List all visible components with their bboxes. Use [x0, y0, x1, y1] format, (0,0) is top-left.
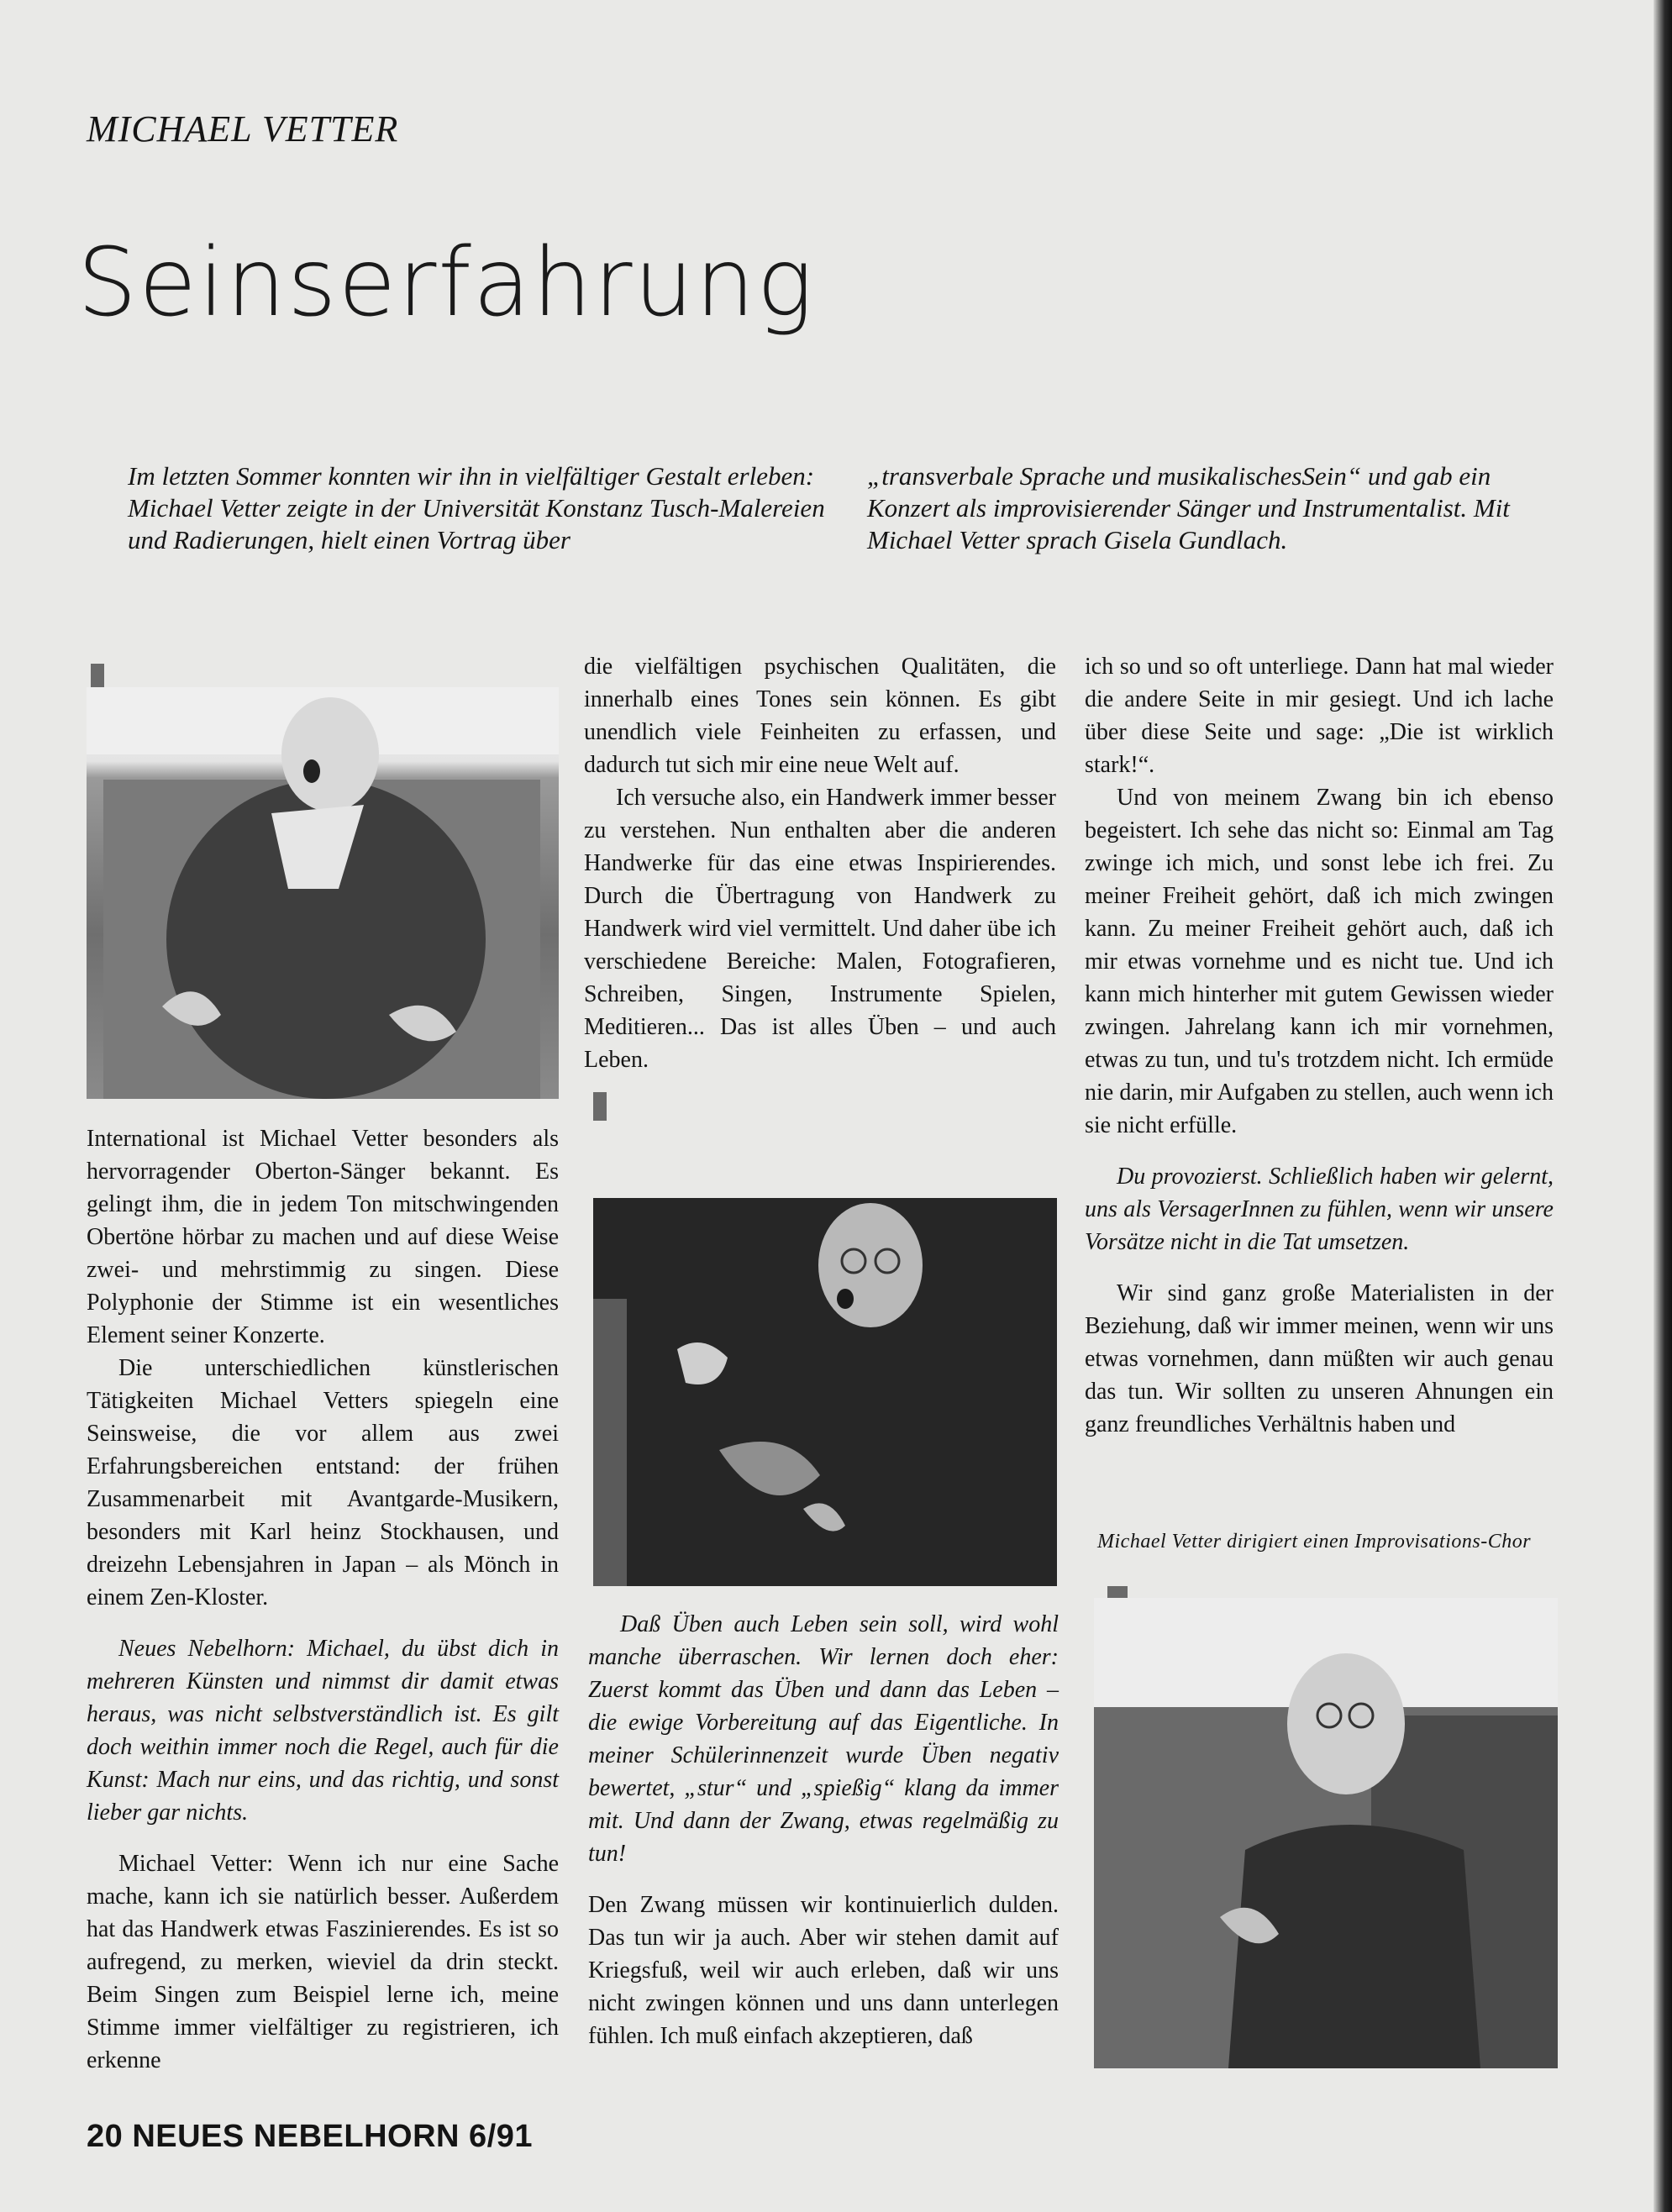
author-byline: MICHAEL VETTER: [87, 108, 399, 150]
body-paragraph: die vielfältigen psychischen Qualitäten, die innerhalb eines Tones sein können. Es gibt unendlich viele Feinheiten zu erfassen, und dadurch tut sich mir eine neue Welt auf.: [584, 654, 1056, 778]
interview-question: Daß Üben auch Leben sein soll, wird wohl manche überraschen. Wir lernen doch eher: Zuerst kommt das Üben und dann das Leben – die ewige Vorbereitung auf das Eigentliche. In meiner Schülerinnenzeit wurde Üben negativ bewertet, „stur“ und „spießig“ klang da immer mit. Und dann der Zwang, etwas regelmäßig zu tun!: [588, 1611, 1059, 1867]
body-paragraph: ich so und so oft unterliege. Dann hat mal wieder die andere Seite in mir gesiegt. Und ich lache über diese Seite und sage: „Die ist wirklich stark!“.: [1085, 654, 1554, 778]
body-paragraph: Wir sind ganz große Materialisten in der Beziehung, daß wir immer meinen, wenn wir uns etwas vornehmen, dann müßten wir auch genau das tun. Wir sollten zu unseren Ahnungen ein ganz freundliches Verhältnis haben und: [1085, 1280, 1554, 1437]
page-edge-shadow: [1654, 0, 1672, 2212]
registration-mark: [1107, 1586, 1128, 1598]
photo-caption: Michael Vetter dirigiert einen Improvisations-Chor: [1097, 1531, 1532, 1553]
interview-question: Neues Nebelhorn: Michael, du übst dich in mehreren Künsten und nimmst dir damit etwas heraus, was nicht selbstverständlich ist. Es gilt doch weithin immer noch die Regel, auch für die Kunst: Mach nur eins, und das richtig, und sonst lieber gar nichts.: [87, 1636, 559, 1826]
intro-text-right: „transverbale Sprache und musikalischesSein“ und gab ein Konzert als improvisierender Sänger und Instrumentalist. Mit Michael Vetter sprach Gisela Gundlach.: [867, 461, 1510, 554]
column-2: [584, 650, 1056, 1076]
registration-mark: [593, 1092, 607, 1121]
page-title: Seinserfahrung: [77, 229, 815, 338]
body-paragraph: Den Zwang müssen wir kontinuierlich dulden. Das tun wir ja auch. Aber wir stehen damit auf Kriegsfuß, weil wir auch erleben, daß wir uns nicht zwingen können und uns dann unterlegen fühlen. Ich muß einfach akzeptieren, daß: [588, 1892, 1059, 2049]
photo-singing: [87, 687, 559, 1099]
body-paragraph: Und von meinem Zwang bin ich ebenso begeistert. Ich sehe das nicht so: Einmal am Tag zwinge ich mich, und sonst lebe ich frei. Zu meiner Freiheit gehört, daß ich mich zwingen kann. Zu meiner Freiheit gehört auch, daß ich mir etwas vornehme und es nicht tue. Und ich kann mich hinterher mit gutem Gewissen wieder zwingen. Jahrelang kann ich mir vornehmen, etwas zu tun, und tu's trotzdem nicht. Ich ermüde nie darin, mir Aufgaben zu stellen, auch wenn ich sie nicht erfülle.: [1085, 785, 1554, 1138]
column-1: [87, 1122, 559, 2077]
body-paragraph: Ich versuche also, ein Handwerk immer besser zu verstehen. Nun enthalten aber die anderen Handwerke für das eine etwas Inspirierendes. Durch die Übertragung von Handwerk zu Handwerk wird viel vermittelt. Und daher übe ich verschiedene Bereiche: Malen, Fotografieren, Schreiben, Singen, Instrumente Spielen, Meditieren... Das ist alles Üben – und auch Leben.: [584, 785, 1056, 1073]
photo-singing-figure: [87, 687, 559, 1099]
interview-question: Du provozierst. Schließlich haben wir gelernt, uns als VersagerInnen zu fühlen, wenn wir unsere Vorsätze nicht in die Tat umsetzen.: [1085, 1164, 1554, 1255]
body-paragraph: Die unterschiedlichen künstlerischen Tätigkeiten Michael Vetters spiegeln eine Seinsweise, die vor allem aus zwei Erfahrungsbereichen entstand: der frühen Zusammenarbeit mit Avantgarde-Musikern, besonders mit Karl heinz Stockhausen, und dreizehn Lebensjahren in Japan – als Mönch in einem Zen-Kloster.: [87, 1355, 559, 1610]
photo-conducting-figure: [1094, 1598, 1558, 2068]
photo-portrait-glasses: [593, 1198, 1057, 1586]
page-footer: 20 NEUES NEBELHORN 6/91: [87, 2119, 533, 2154]
body-paragraph: International ist Michael Vetter besonders als hervorragender Oberton-Sänger bekannt. Es gelingt ihm, die in jedem Ton mitschwingenden Obertöne hörbar zu machen und auf diese Weise zwei- und mehrstimmig zu singen. Diese Polyphonie der Stimme ist ein wesentliches Element seiner Konzerte.: [87, 1126, 559, 1348]
photo-conducting: [1094, 1598, 1558, 2068]
photo-portrait-figure: [593, 1198, 1057, 1586]
body-paragraph: Michael Vetter: Wenn ich nur eine Sache mache, kann ich sie natürlich besser. Außerdem hat das Handwerk etwas Faszinierendes. Es ist so aufregend, zu merken, wieviel da drin steckt. Beim Singen zum Beispiel lerne ich, meine Stimme immer vielfältiger zu registrieren, ich erkenne: [87, 1851, 559, 2073]
column-3: [1085, 650, 1554, 1441]
column-2-lower: [588, 1608, 1059, 2052]
intro-text-left: Im letzten Sommer konnten wir ihn in vielfältiger Gestalt erleben: Michael Vetter zeigte in der Universität Konstanz Tusch-Malereien und Radierungen, hielt einen Vortrag über: [128, 461, 825, 554]
